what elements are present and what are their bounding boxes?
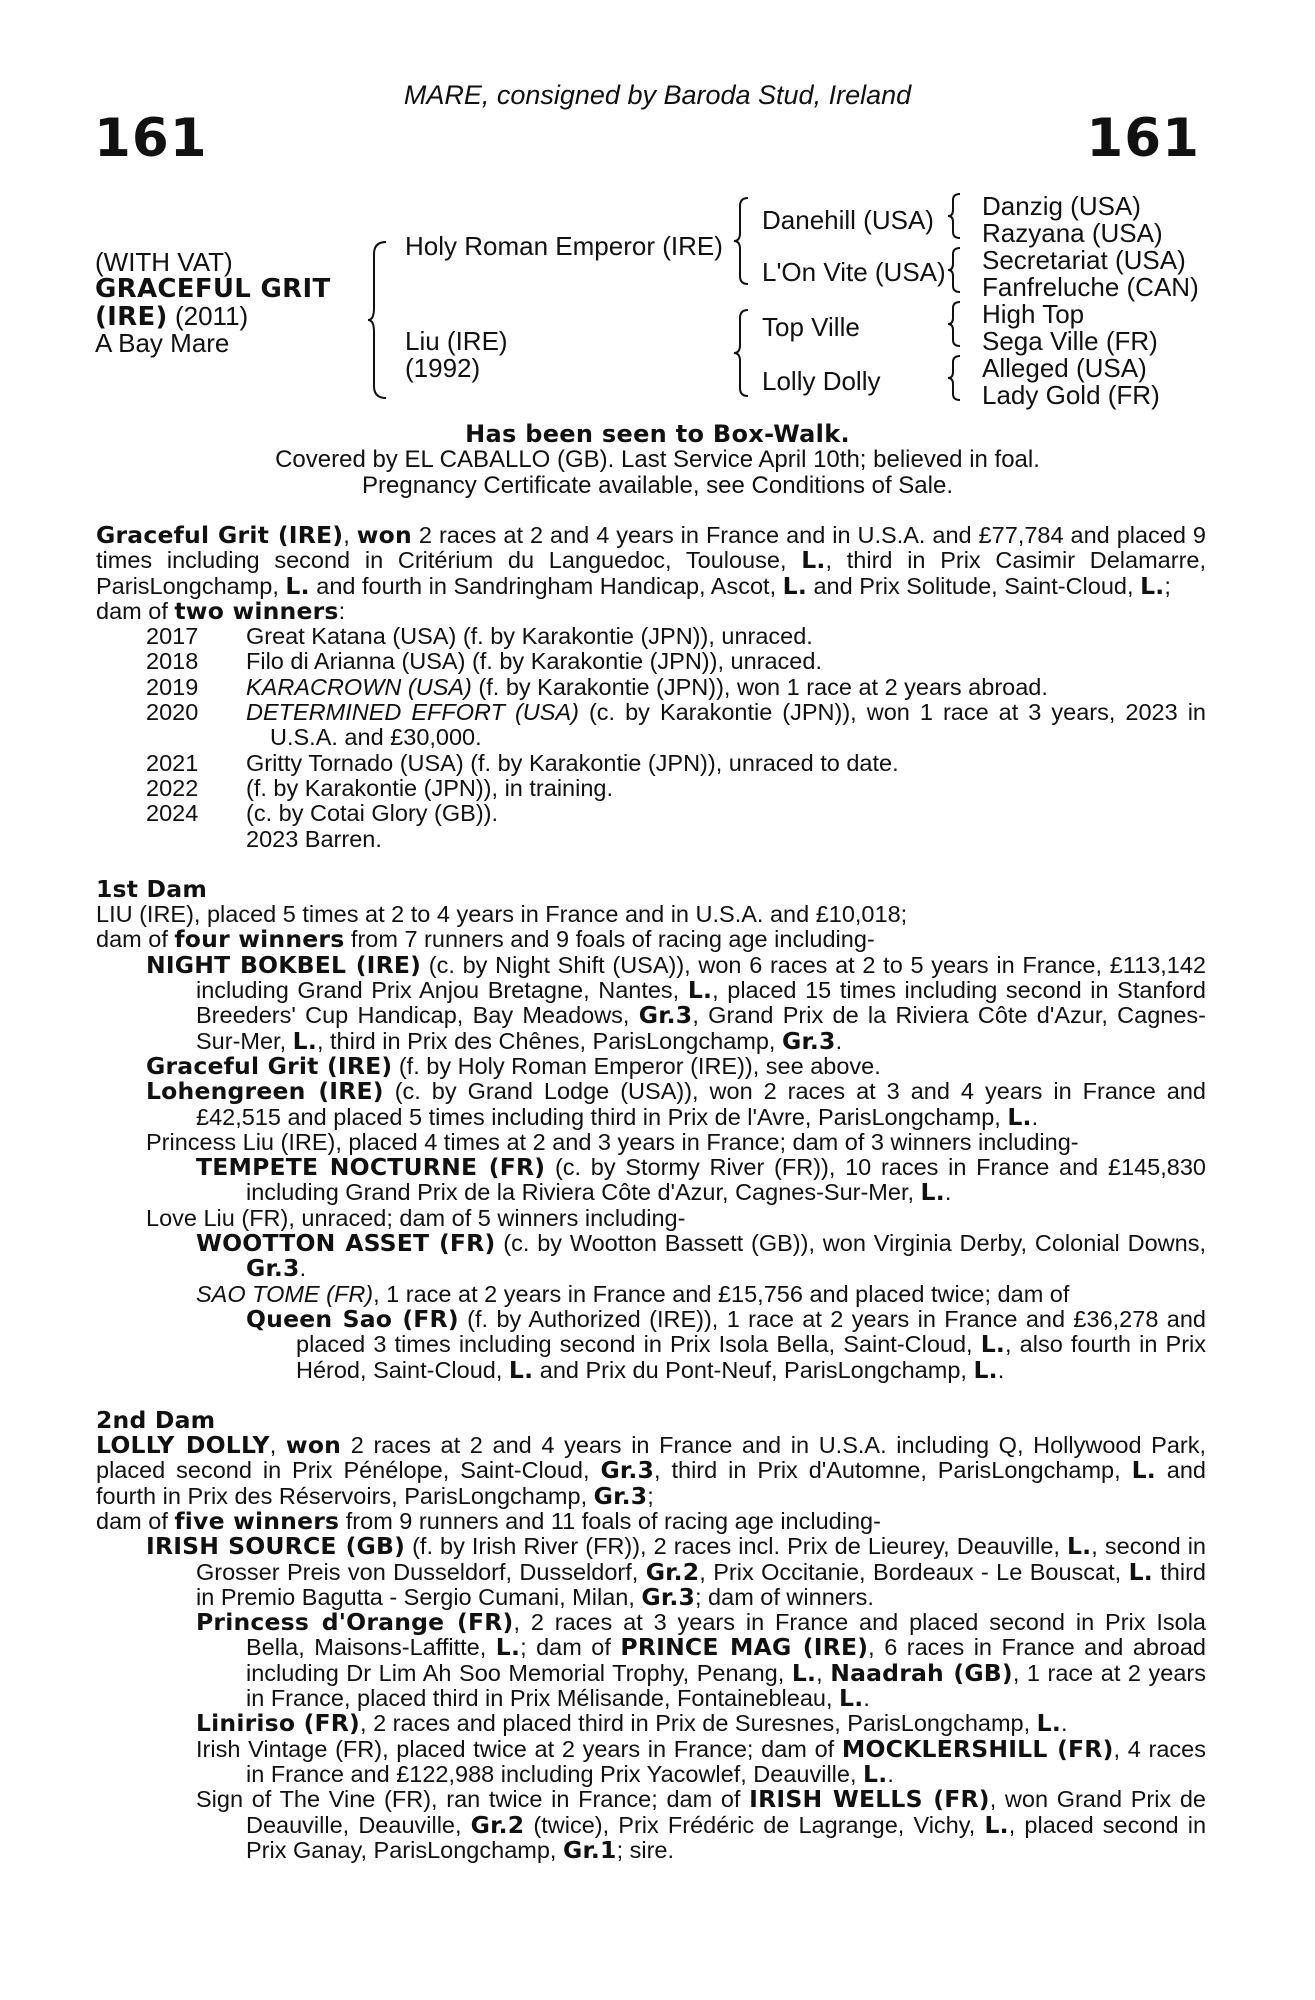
pedigree-brace-g1 — [946, 192, 962, 240]
text-span: , 1 race at 2 years in France, placed third in Prix Mélisande, Fontainebleau, — [246, 1659, 1206, 1712]
pedigree-g2: Razyana (USA) — [982, 218, 1163, 248]
text-span: (c. by Stormy River (FR)), 10 races in France and £145,830 including Grand Prix de la Riviera Côte d'Azur, Cagnes-Sur-Mer, — [246, 1154, 1206, 1206]
produce-row — [96, 624, 1206, 649]
text-span: , third in Prix Casimir Delamarre, ParisLongchamp, — [96, 547, 1206, 599]
pedigree-g3: Secretariat (USA) — [982, 245, 1186, 275]
text-span: L. — [1066, 1532, 1092, 1561]
text-span: L. — [1007, 1102, 1032, 1131]
text-span: dam of — [96, 926, 175, 953]
first-dam-entry — [96, 1282, 1206, 1307]
text-span: (twice), Prix Frédéric de Lagrange, Vichy, — [524, 1811, 985, 1838]
pedigree-g1: Danzig (USA) — [982, 191, 1141, 221]
text-span: Gr.2 — [645, 1557, 700, 1586]
text-span: Sign of The Vine (FR), ran twice in France; dam of — [196, 1786, 750, 1813]
horse-description: A Bay Mare — [95, 328, 230, 358]
first-dam-entry — [96, 950, 1207, 1055]
text-span: , placed 15 times including second in Stanford Breeders' Cup Handicap, Bay Meadows, — [196, 977, 1207, 1029]
text-span: and fourth in Prix des Réservoirs, ParisLongchamp, — [96, 1457, 1206, 1509]
box-walk-note: Has been seen to Box-Walk. — [465, 420, 850, 448]
text-span: dam of — [96, 597, 175, 624]
text-span: . — [1060, 1710, 1068, 1737]
text-span: Gritty Tornado (USA) (f. by Karakontie (JPN)), unraced to date. — [246, 749, 899, 776]
text-span: L. — [285, 571, 310, 600]
second-dam-entry — [96, 1534, 1206, 1610]
second-dam-intro: LOLLY DOLLY, won 2 races at 2 and 4 years in France and in U.S.A. including Q, Hollywood Park, placed second in Prix Pénélope, Saint-Cloud, Gr.3, third in Prix d'Automne, ParisLongchamp, L. and fourth in Prix des Réservoirs, ParisLongchamp, Gr.3; — [96, 1431, 1207, 1510]
first-dam-entry — [96, 1304, 1206, 1384]
text-span: L. — [984, 1810, 1009, 1839]
text-span: Queen Sao (FR) — [246, 1304, 459, 1333]
consignment-line: MARE, consigned by Baroda Stud, Ireland — [403, 80, 912, 110]
text-span: dam of — [96, 1507, 175, 1534]
text-span: 2017 — [146, 623, 199, 650]
text-span: Naadrah (GB) — [830, 1658, 1013, 1687]
text-span: , 6 races in France and abroad including Dr Lim Ah Soo Memorial Trophy, Penang, — [246, 1634, 1207, 1686]
pedigree-brace-g4 — [946, 354, 962, 402]
first-dam-dam-of — [96, 927, 1206, 952]
text-span: LOLLY DOLLY — [96, 1431, 270, 1460]
text-span: Gr.3 — [641, 1582, 695, 1611]
text-span: Gr.1 — [562, 1835, 617, 1864]
text-span: four winners — [174, 925, 345, 954]
text-span: Filo di Arianna (USA) (f. by Karakontie (JPN)), unraced. — [246, 648, 822, 675]
text-span: Gr.3 — [781, 1026, 836, 1055]
text-span: 2019 — [146, 673, 199, 700]
first-dam-entry — [96, 1155, 1206, 1206]
first-dam-entry: Princess Liu (IRE), placed 4 times at 2 and 3 years in France; dam of 3 winners including- — [146, 1128, 1079, 1155]
text-span: L. — [1131, 1456, 1156, 1485]
text-span: , also fourth in Prix Hérod, Saint-Cloud, — [296, 1331, 1206, 1383]
text-span: Graceful Grit (IRE) — [96, 521, 344, 549]
text-span: NIGHT BOKBEL (IRE) — [146, 950, 422, 979]
lot-number-right: 161 — [1086, 108, 1200, 169]
text-span: KARACROWN (USA) — [246, 673, 472, 700]
text-span: L. — [687, 976, 713, 1005]
pedigree-dam-sire: Top Ville — [762, 312, 860, 342]
text-span: . — [1031, 1103, 1039, 1130]
text-span: WOOTTON ASSET (FR) — [196, 1229, 496, 1258]
text-span: Gr.3 — [600, 1456, 655, 1485]
text-span: , second in Grosser Preis von Dusseldorf, Dusseldorf, — [196, 1533, 1206, 1585]
text-span: third in Premio Bagutta - Sergio Cumani, Milan, — [196, 1558, 1206, 1610]
text-span: PRINCE MAG (IRE) — [620, 1633, 869, 1662]
first-dam-entry: Love Liu (FR), unraced; dam of 5 winners including- — [146, 1204, 686, 1231]
covered-note: Covered by EL CABALLO (GB). Last Service April 10th; believed in foal. — [275, 446, 1040, 473]
produce-row — [96, 675, 1206, 700]
pedigree-dam-dam: Lolly Dolly — [762, 366, 881, 396]
text-span: five winners — [174, 1506, 340, 1535]
text-span: . — [299, 1255, 307, 1282]
text-span: (c. by Cotai Glory (GB)). — [246, 800, 499, 827]
text-span: Gr.3 — [593, 1481, 648, 1510]
text-span: (c. by Karakontie (JPN)), won 1 race at 3 years, 2023 in U.S.A. and £30,000. — [270, 699, 1206, 751]
text-span: Great Katana (USA) (f. by Karakontie (JPN)), unraced. — [246, 623, 813, 650]
second-dam-entry — [96, 1734, 1206, 1788]
pedigree-dam-year: (1992) — [405, 353, 481, 383]
text-span: Gr.3 — [638, 1001, 693, 1030]
second-dam-entry — [96, 1787, 1206, 1863]
text-span: , third in Prix d'Automne, ParisLongchamp, — [654, 1457, 1132, 1484]
text-span: , placed second in Prix Ganay, ParisLongchamp, — [246, 1811, 1207, 1863]
text-span: MOCKLERSHILL (FR) — [841, 1734, 1114, 1763]
first-dam-heading: 1st Dam — [96, 874, 208, 903]
text-span: L. — [801, 546, 826, 575]
text-span: Lohengreen (IRE) — [146, 1077, 384, 1106]
text-span: L. — [292, 1026, 317, 1055]
text-span: , 2 races at 3 years in France and placed second in Prix Isola Bella, Maisons-Laffitte, — [246, 1609, 1206, 1661]
second-dam-entry — [96, 1711, 1206, 1736]
text-span: Gr.3 — [246, 1254, 300, 1283]
text-span: and Prix du Pont-Neuf, ParisLongchamp, — [533, 1356, 974, 1383]
race-record: Graceful Grit (IRE), won 2 races at 2 and 4 years in France and in U.S.A. and £77,784 and placed 9 times including second in Critérium du Languedoc, Toulouse, L., third in Prix Casimir Delamarre, ParisLongchamp, L. and fourth in Sandringham Handicap, Ascot, L. and Prix Solitude, Saint-Cloud, L.; — [96, 521, 1206, 600]
produce-row — [96, 649, 1206, 674]
vat-label: (WITH VAT) — [95, 247, 233, 277]
text-span: (c. by Grand Lodge (USA)), won 2 races at 3 and 4 years in France and £42,515 and placed 5 times including third in Prix de l'Avre, ParisLongchamp, — [196, 1078, 1206, 1130]
text-span: (c. by Night Shift (USA)), won 6 races at 2 to 5 years in France, £113,142 including Grand Prix Anjou Bretagne, Nantes, — [196, 951, 1206, 1004]
first-dam-entry — [96, 1231, 1206, 1282]
produce-row — [96, 827, 1206, 852]
text-span: . — [997, 1356, 1005, 1383]
produce-row — [96, 700, 1206, 751]
text-span: L. — [1128, 1557, 1153, 1586]
text-span: (f. by Irish River (FR)), 2 races incl. Prix de Lieurey, Deauville, — [405, 1533, 1067, 1560]
text-span: Gr.2 — [470, 1810, 525, 1839]
pedigree-brace-g2 — [946, 246, 962, 294]
pedigree-brace-sire — [732, 196, 750, 286]
text-span: and Prix Solitude, Saint-Cloud, — [806, 572, 1141, 599]
text-span: L. — [839, 1684, 864, 1713]
catalogue-body — [96, 523, 1206, 1863]
text-span: (c. by Wootton Bassett (GB)), won Virginia Derby, Colonial Downs, — [495, 1230, 1206, 1257]
text-span: from 7 runners and 9 foals of racing age including- — [344, 926, 875, 953]
horse-name-line2 — [95, 302, 248, 331]
text-span: L. — [980, 1330, 1006, 1359]
text-span: ; sire. — [616, 1836, 675, 1863]
text-span: 2023 Barren. — [246, 825, 382, 852]
text-span: (f. by Karakontie (JPN)), in training. — [246, 774, 613, 801]
text-span: L. — [782, 571, 807, 600]
produce-row — [96, 751, 1206, 776]
text-span: 2 races at 2 and 4 years in France and in U.S.A. including Q, Hollywood Park, placed second in Prix Pénélope, Saint-Cloud, — [96, 1432, 1207, 1484]
second-dam-entry — [96, 1610, 1206, 1711]
horse-year: (2011) — [167, 301, 249, 331]
pedigree-g7: Alleged (USA) — [982, 353, 1147, 383]
text-span: Graceful Grit (IRE) — [146, 1051, 393, 1080]
text-span: Irish Vintage (FR), placed twice at 2 years in France; dam of — [196, 1735, 842, 1762]
text-span: Liniriso (FR) — [196, 1709, 361, 1738]
produce-list — [96, 624, 1206, 852]
text-span: DETERMINED EFFORT (USA) — [246, 699, 579, 726]
text-span: won — [285, 1431, 342, 1460]
text-span: L. — [495, 1633, 521, 1662]
text-span: L. — [791, 1658, 817, 1687]
pedigree-g4: Fanfreluche (CAN) — [982, 272, 1199, 302]
text-span: (f. by Holy Roman Emperor (IRE)), see above. — [392, 1052, 881, 1079]
text-span: (f. by Karakontie (JPN)), won 1 race at 2 years abroad. — [471, 673, 1048, 700]
produce-row — [96, 776, 1206, 801]
text-span: , 4 races in France and £122,988 including Prix Yacowlef, Deauville, — [246, 1735, 1206, 1787]
second-dam-heading: 2nd Dam — [96, 1405, 216, 1434]
text-span: . — [863, 1685, 870, 1712]
text-span: 2021 — [146, 749, 199, 776]
second-dam-dam-of — [96, 1506, 1206, 1535]
text-span: 2022 — [146, 774, 199, 801]
pedigree-brace-g3 — [946, 300, 962, 348]
dam-of-line — [96, 596, 1206, 625]
text-span: (f. by Authorized (IRE)), 1 race at 2 years in France and £36,278 and placed 3 times including second in Prix Isola Bella, Saint-Cloud, — [296, 1305, 1206, 1358]
pedigree-brace-dam — [732, 308, 750, 398]
text-span: TEMPETE NOCTURNE (FR) — [196, 1153, 546, 1182]
text-span: 2 races at 2 and 4 years in France and in U.S.A. and £77,784 and placed 9 times including second in Critérium du Languedoc, Toulouse, — [96, 522, 1206, 574]
pedigree-sire: Holy Roman Emperor (IRE) — [405, 231, 723, 261]
pedigree-dam: Liu (IRE) — [405, 326, 508, 356]
text-span: ; dam of winners. — [695, 1583, 874, 1610]
first-dam-entry — [96, 1079, 1206, 1130]
pedigree-g5: High Top — [982, 299, 1085, 329]
text-span: . — [835, 1027, 843, 1054]
text-span: 2018 — [146, 648, 199, 675]
pedigree-sire-sire: Danehill (USA) — [762, 205, 934, 235]
pedigree-brace-main — [366, 240, 388, 400]
text-span: ; — [647, 1482, 654, 1509]
text-span: : — [338, 597, 346, 624]
text-span: Princess d'Orange (FR) — [196, 1608, 514, 1637]
text-span — [96, 827, 246, 852]
produce-row — [96, 801, 1206, 826]
text-span: ; — [1164, 572, 1171, 599]
text-span: SAO TOME (FR) — [196, 1280, 374, 1307]
text-span: L. — [920, 1178, 945, 1207]
text-span: L. — [1140, 571, 1165, 600]
text-span: , won Grand Prix de Deauville, Deauville, — [246, 1786, 1206, 1838]
text-span: won — [356, 521, 412, 549]
text-span: 2020 — [146, 699, 199, 726]
text-span: IRISH WELLS (FR) — [749, 1785, 990, 1814]
text-span: from 9 runners and 11 foals of racing age including- — [339, 1507, 881, 1534]
text-span: L. — [508, 1355, 534, 1384]
text-span: , Grand Prix de la Riviera Côte d'Azur, Cagnes-Sur-Mer, — [196, 1002, 1206, 1054]
text-span: . — [887, 1760, 894, 1787]
text-span: and fourth in Sandringham Handicap, Ascot, — [309, 572, 783, 599]
text-span: L. — [863, 1759, 888, 1788]
text-span: IRISH SOURCE (GB) — [146, 1532, 406, 1561]
text-span: . — [944, 1179, 952, 1206]
lot-number-left: 161 — [94, 108, 208, 169]
first-dam-entry — [96, 1051, 1206, 1080]
text-span: 2024 — [146, 800, 199, 827]
pedigree-sire-dam: L'On Vite (USA) — [762, 257, 946, 287]
text-span: , 1 race at 2 years in France and £15,756 and placed twice; dam of — [373, 1280, 1070, 1307]
text-span: , 2 races and placed third in Prix de Suresnes, ParisLongchamp, — [360, 1710, 1037, 1737]
text-span: , — [816, 1659, 831, 1686]
text-span: two winners — [174, 596, 339, 625]
text-span: ; dam of — [520, 1634, 621, 1661]
text-span: L. — [973, 1355, 998, 1384]
first-dam-intro: LIU (IRE), placed 5 times at 2 to 4 years in France and in U.S.A. and £10,018; — [96, 901, 908, 928]
pedigree-g6: Sega Ville (FR) — [982, 326, 1158, 356]
text-span: , Prix Occitanie, Bordeaux - Le Bouscat, — [699, 1558, 1129, 1585]
horse-name: GRACEFUL GRIT — [95, 274, 331, 304]
pregnancy-note: Pregnancy Certificate available, see Conditions of Sale. — [362, 472, 953, 499]
text-span: , third in Prix des Chênes, ParisLongchamp, — [316, 1027, 782, 1054]
pedigree-g8: Lady Gold (FR) — [982, 380, 1160, 410]
text-span: L. — [1036, 1709, 1061, 1738]
horse-country: (IRE) — [95, 302, 168, 332]
